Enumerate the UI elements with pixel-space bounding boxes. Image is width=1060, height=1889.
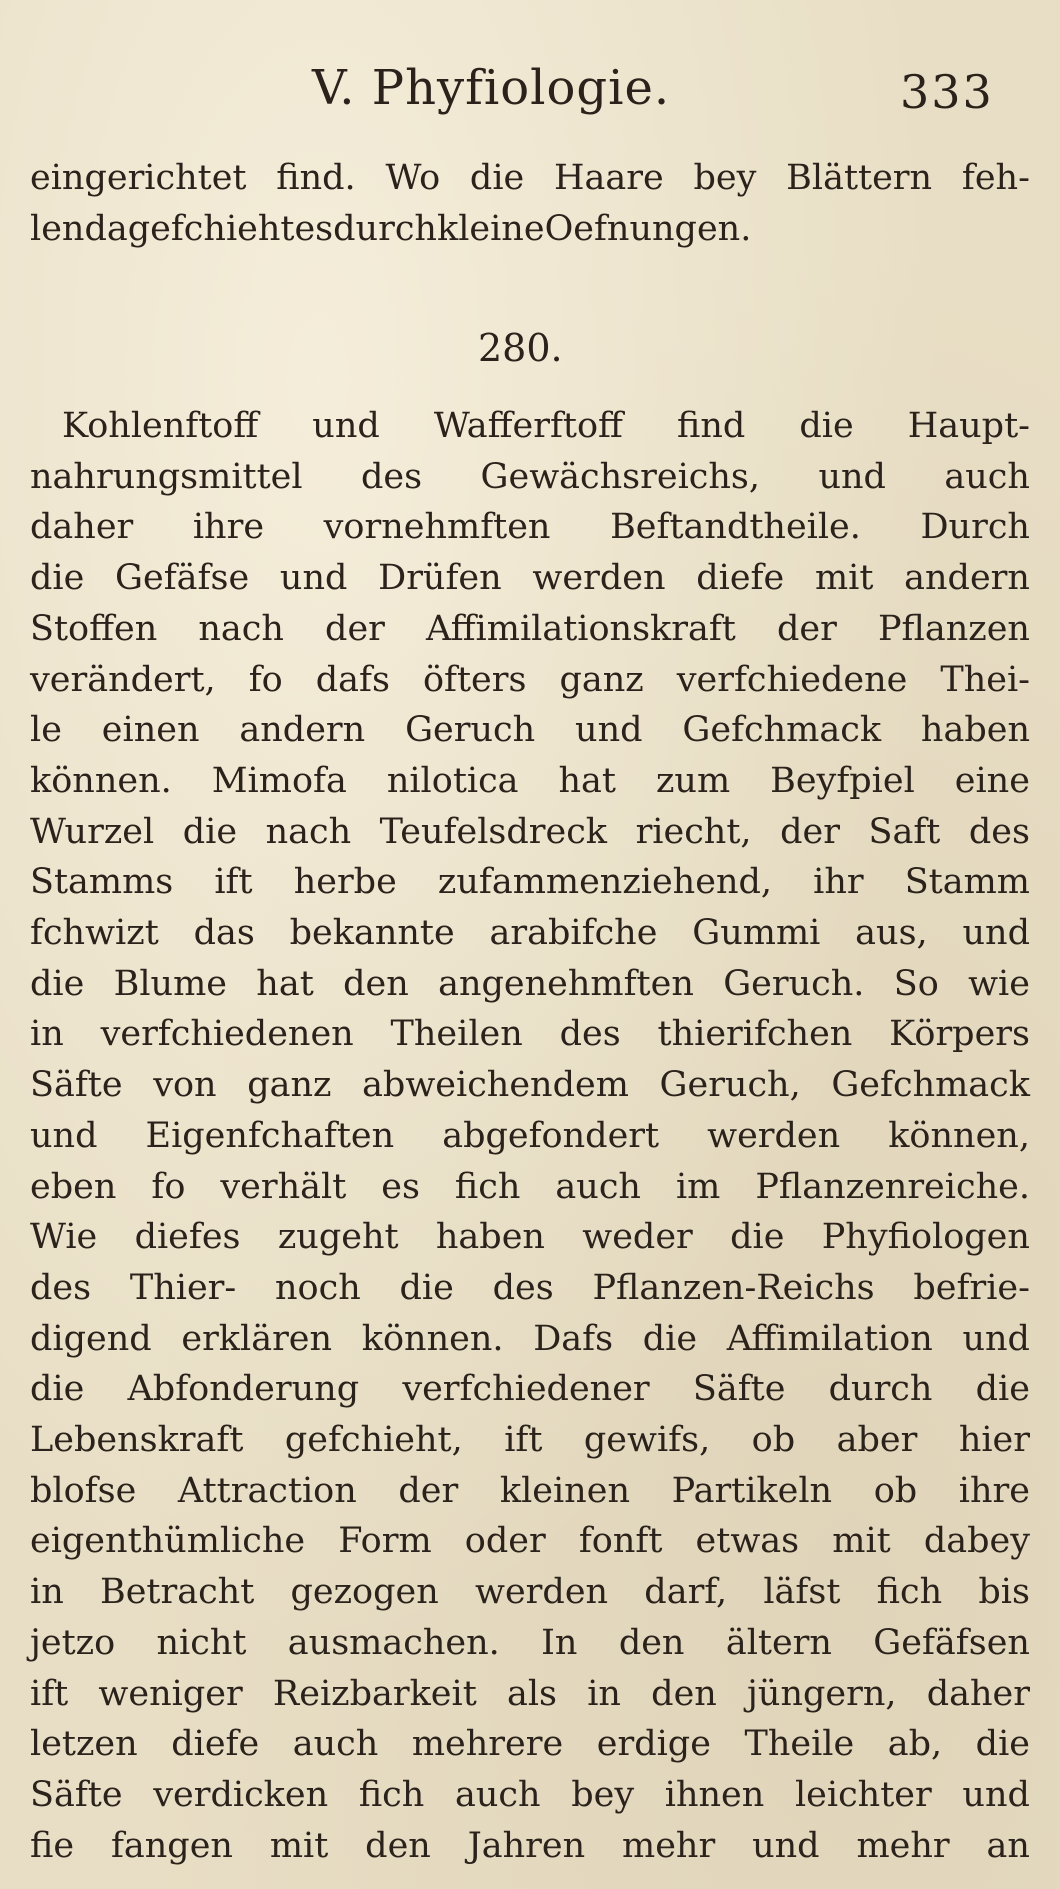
text-line: Stamms ift herbe zufammenziehend, ihr Stamm bbox=[30, 862, 1030, 903]
text-line: Lebenskraft gefchieht, ift gewifs, ob aber hier bbox=[30, 1420, 1030, 1460]
text-line: können. Mimofa nilotica hat zum Beyfpiel eine bbox=[30, 760, 1030, 801]
text-line: verändert, fo dafs öfters ganz verfchiedene Thei- bbox=[30, 659, 1030, 700]
text-line: daher ihre vornehmften Beftandtheile. Durch bbox=[30, 507, 1030, 548]
text-line: und Eigenfchaften abgefondert werden können, bbox=[30, 1115, 1030, 1156]
text-line: des Thier- noch die des Pflanzen-Reichs befrie- bbox=[30, 1267, 1030, 1308]
text-line: nahrungsmittel des Gewächsreichs, und auch bbox=[30, 456, 1030, 497]
text-line: Säfte verdicken fich auch bey ihnen leichter und bbox=[30, 1774, 1030, 1815]
text-line: digend erklären können. Dafs die Affimilation und bbox=[30, 1318, 1030, 1359]
text-line: fchwizt das bekannte arabifche Gummi aus, und bbox=[30, 913, 1030, 953]
text-line: Stoffen nach der Affimilationskraft der Pflanzen bbox=[30, 608, 1030, 649]
text-line: jetzo nicht ausmachen. In den ältern Gefäfsen bbox=[30, 1622, 1030, 1663]
section-number: 280. bbox=[478, 326, 563, 370]
text-line: fie fangen mit den Jahren mehr und mehr an bbox=[30, 1825, 1030, 1866]
running-head bbox=[0, 58, 1060, 118]
text-line: letzen diefe auch mehrere erdige Theile ab, die bbox=[30, 1724, 1030, 1765]
text-line: die Abfonderung verfchiedener Säfte durch die bbox=[30, 1369, 1030, 1410]
text-line: Kohlenftoff und Wafferftoff find die Haupt- bbox=[62, 406, 1030, 446]
text-line: Wurzel die nach Teufelsdreck riecht, der Saft des bbox=[30, 811, 1030, 852]
text-line: die Blume hat den angenehmften Geruch. So wie bbox=[30, 963, 1030, 1004]
page-number: 333 bbox=[900, 65, 994, 119]
text-line: eigenthümliche Form oder fonft etwas mit dabey bbox=[30, 1521, 1030, 1562]
text-line: eingerichtet find. Wo die Haare bey Blättern feh- bbox=[30, 158, 1030, 198]
text-line: Wie diefes zugeht haben weder die Phyfiologen bbox=[30, 1217, 1030, 1258]
text-line: in verfchiedenen Theilen des thierifchen Körpers bbox=[30, 1014, 1030, 1055]
running-title: V. Phyfiologie. bbox=[312, 60, 671, 116]
text-line: ift weniger Reizbarkeit als in den jüngern, daher bbox=[30, 1673, 1030, 1714]
text-line: le einen andern Geruch und Gefchmack haben bbox=[30, 710, 1030, 751]
text-line: blofse Attraction der kleinen Partikeln ob ihre bbox=[30, 1470, 1030, 1511]
text-line: len da gefchieht es durch kleine Oefnungen. bbox=[30, 208, 752, 249]
text-line: die Gefäfse und Drüfen werden diefe mit andern bbox=[30, 558, 1030, 599]
text-line: in Betracht gezogen werden darf, läfst fich bis bbox=[30, 1572, 1030, 1613]
text-line: eben fo verhält es fich auch im Pflanzenreiche. bbox=[30, 1166, 1030, 1207]
text-line: Säfte von ganz abweichendem Geruch, Gefchmack bbox=[30, 1065, 1030, 1106]
